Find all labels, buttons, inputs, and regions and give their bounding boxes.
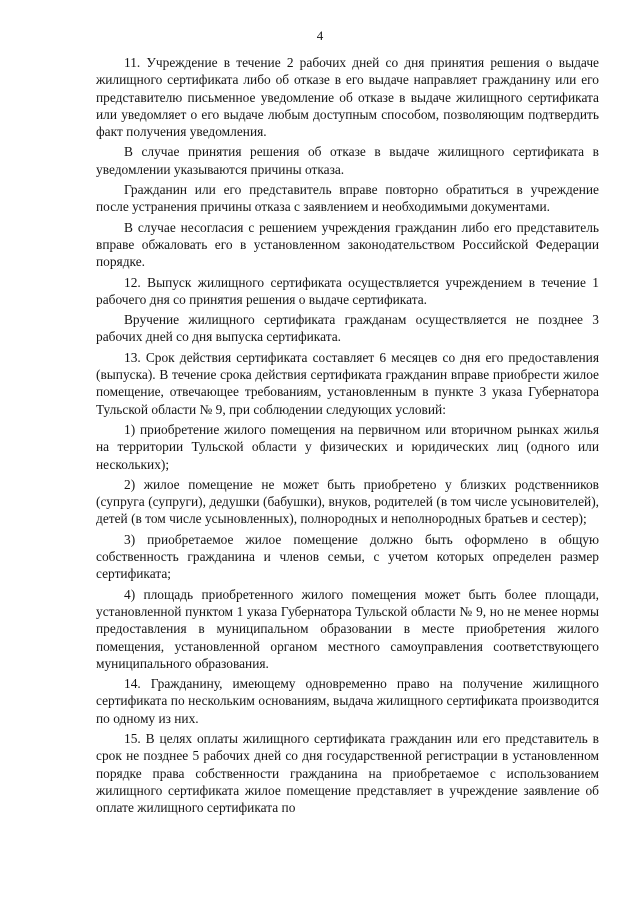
paragraph-reapply: Гражданин или его представитель вправе повторно обратиться в учреждение после устранения причины отказа с заявлением и необходимыми документами. — [96, 182, 599, 215]
condition-3: 3) приобретаемое жилое помещение должно быть оформлено в общую собственность гражданина и членов семьи, с учетом которых определен размер сертификата; — [96, 531, 599, 582]
paragraph-12: 12. Выпуск жилищного сертификата осуществляется учреждением в течение 1 рабочего дня со принятия решения о выдаче сертификата. — [96, 274, 599, 307]
document-body — [96, 54, 599, 819]
condition-1: 1) приобретение жилого помещения на первичном или вторичном рынках жилья на территории Тульской области у физических и юридических лиц (одного или нескольких); — [96, 421, 599, 472]
condition-2: 2) жилое помещение не может быть приобретено у близких родственников (супруга (супруги), дедушки (бабушки), внуков, родителей (в том числе усыновителей), детей (в том числе усыновленных), полнородных и неполнородных братьев и сестер); — [96, 476, 599, 527]
paragraph-13: 13. Срок действия сертификата составляет 6 месяцев со дня его предоставления (выпуска). В течение срока действия сертификата гражданин вправе приобрести жилое помещение, отвечающее требованиям, установленным в пункте 3 указа Губернатора Тульской области № 9, при соблюдении следующих условий: — [96, 349, 599, 417]
paragraph-11: 11. Учреждение в течение 2 рабочих дней со дня принятия решения о выдаче жилищного сертификата либо об отказе в его выдаче направляет гражданину или его представителю письменное уведомление об отказе в выдаче жилищного сертификата или уведомляет о его выдаче любым доступным способом, позволяющим подтвердить факт получения уведомления. — [96, 55, 599, 140]
condition-4: 4) площадь приобретенного жилого помещения может быть более площади, установленной пунктом 1 указа Губернатора Тульской области № 9, но не менее нормы предоставления в муниципальном образовании в месте приобретения жилого помещения, установленной органом местного самоуправления соответствующего муниципального образования. — [96, 586, 599, 671]
paragraph-delivery: Вручение жилищного сертификата гражданам осуществляется не позднее 3 рабочих дней со дня выпуска сертификата. — [96, 312, 599, 345]
page-number: 4 — [316, 28, 324, 43]
paragraph-15: 15. В целях оплаты жилищного сертификата гражданин или его представитель в срок не позднее 5 рабочих дней со дня государственной регистрации в установленном порядке права собственности гражданина на приобретаемое с использованием жилищного сертификата жилое помещение представляет в учреждение заявление об оплате жилищного сертификата по — [96, 730, 599, 816]
paragraph-14: 14. Гражданину, имеющему одновременно право на получение жилищного сертификата по нескольким основаниям, выдача жилищного сертификата производится по одному из них. — [96, 676, 599, 726]
paragraph-refusal-reasons: В случае принятия решения об отказе в выдаче жилищного сертификата в уведомлении указываются причины отказа. — [96, 144, 599, 177]
paragraph-appeal: В случае несогласия с решением учреждения гражданин либо его представитель вправе обжаловать его в установленном законодательством Российской Федерации порядке. — [96, 219, 599, 270]
